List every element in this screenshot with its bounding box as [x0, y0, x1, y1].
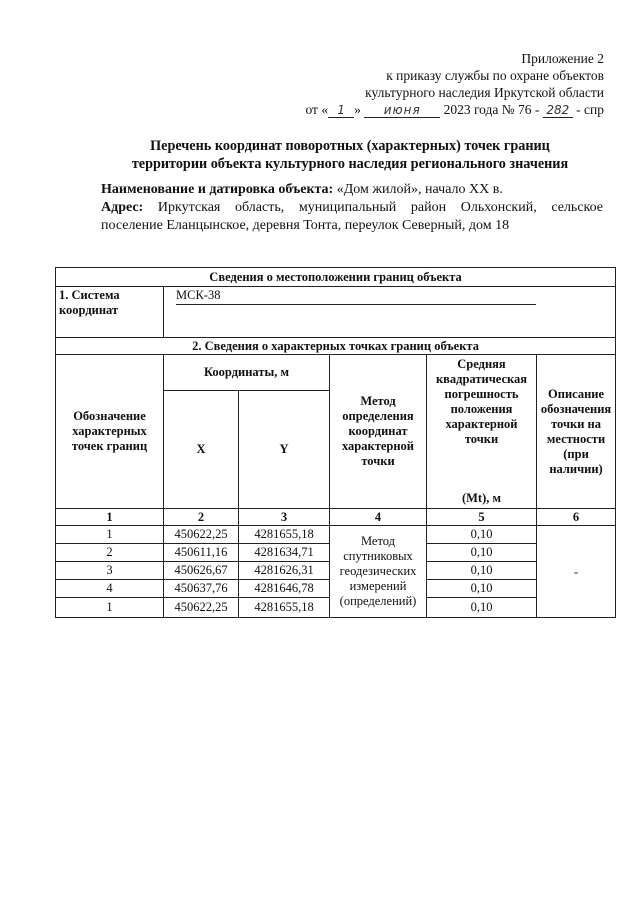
- system-value: МСК-38: [176, 287, 536, 305]
- col-number-6: 6: [537, 509, 616, 526]
- handwritten-month: июня: [364, 104, 440, 118]
- address-value-line-2: поселение Еланцынское, деревня Тонта, переулок Северный, дом 18: [101, 218, 510, 233]
- header-method: Метод определения координат характерной точки: [330, 355, 427, 509]
- col-number-3: 3: [239, 509, 330, 526]
- section2-title-row: [56, 338, 616, 355]
- address-row: [101, 199, 603, 217]
- section1-title: Сведения о местоположении границ объекта: [56, 268, 616, 287]
- point-id: 1: [56, 598, 164, 618]
- mt-value: 0,10: [427, 562, 537, 580]
- appendix-header: [305, 50, 604, 118]
- point-id: 1: [56, 526, 164, 544]
- header-coords: Координаты, м: [164, 355, 330, 391]
- document-title: [60, 137, 640, 173]
- order-line: к приказу службы по охране объектов: [386, 68, 604, 83]
- title-line-2: территории объекта культурного наследия регионального значения: [131, 156, 569, 172]
- point-id: 2: [56, 544, 164, 562]
- x-value: 450622,25: [164, 526, 239, 544]
- header-y: Y: [239, 391, 330, 509]
- object-info: [101, 181, 603, 235]
- object-name-row: [101, 181, 603, 199]
- handwritten-day: 1: [328, 104, 354, 118]
- y-value: 4281646,78: [239, 580, 330, 598]
- col-number-4: 4: [330, 509, 427, 526]
- y-value: 4281655,18: [239, 526, 330, 544]
- mt-value: 0,10: [427, 526, 537, 544]
- section2-title: 2. Сведения о характерных точках границ объекта: [56, 338, 616, 355]
- header-mt-text: Средняя квадратическая погрешность положения характерной точки: [435, 357, 528, 446]
- year-text: 2023 года № 76 -: [443, 102, 540, 117]
- x-value: 450626,67: [164, 562, 239, 580]
- mt-value: 0,10: [427, 544, 537, 562]
- table-row: [56, 526, 616, 544]
- header-points: Обозначение характерных точек границ: [56, 355, 164, 509]
- date-mid: »: [354, 102, 361, 117]
- number-suffix: - спр: [576, 102, 604, 117]
- coordinates-table: [55, 267, 616, 618]
- y-value: 4281634,71: [239, 544, 330, 562]
- handwritten-number: 282: [543, 104, 573, 118]
- address-value-line-1: Иркутская область, муниципальный район Ольхонский, сельское: [157, 200, 604, 215]
- mt-value: 0,10: [427, 580, 537, 598]
- order-date-line: [305, 101, 604, 118]
- description-value: -: [537, 526, 616, 618]
- section1-title-row: [56, 268, 616, 287]
- system-value-cell: [164, 287, 616, 338]
- header-mt-unit: (Mt), м: [461, 491, 502, 505]
- date-prefix: от «: [305, 102, 329, 117]
- system-label: 1. Система координат: [56, 287, 164, 338]
- x-value: 450637,76: [164, 580, 239, 598]
- coordinate-system-row: [56, 287, 616, 338]
- x-value: 450622,25: [164, 598, 239, 618]
- method-value: Метод спутниковых геодезических измерений (определений): [330, 526, 427, 618]
- col-number-5: 5: [427, 509, 537, 526]
- title-line-1: Перечень координат поворотных (характерных) точек границ: [150, 138, 550, 154]
- appendix-label: Приложение 2: [521, 51, 604, 66]
- agency-line: культурного наследия Иркутской области: [365, 85, 604, 100]
- address-label: Адрес:: [101, 200, 144, 215]
- header-mt: [427, 355, 537, 509]
- y-value: 4281626,31: [239, 562, 330, 580]
- col-number-1: 1: [56, 509, 164, 526]
- object-name-label: Наименование и датировка объекта:: [101, 182, 334, 197]
- column-numbers-row: [56, 509, 616, 526]
- object-name-value: «Дом жилой», начало ХХ в.: [336, 182, 503, 197]
- point-id: 3: [56, 562, 164, 580]
- point-id: 4: [56, 580, 164, 598]
- x-value: 450611,16: [164, 544, 239, 562]
- header-description: Описание обозначения точки на местности (при наличии): [537, 355, 616, 509]
- mt-value: 0,10: [427, 598, 537, 618]
- y-value: 4281655,18: [239, 598, 330, 618]
- col-number-2: 2: [164, 509, 239, 526]
- header-row-1: [56, 355, 616, 391]
- header-x: X: [164, 391, 239, 509]
